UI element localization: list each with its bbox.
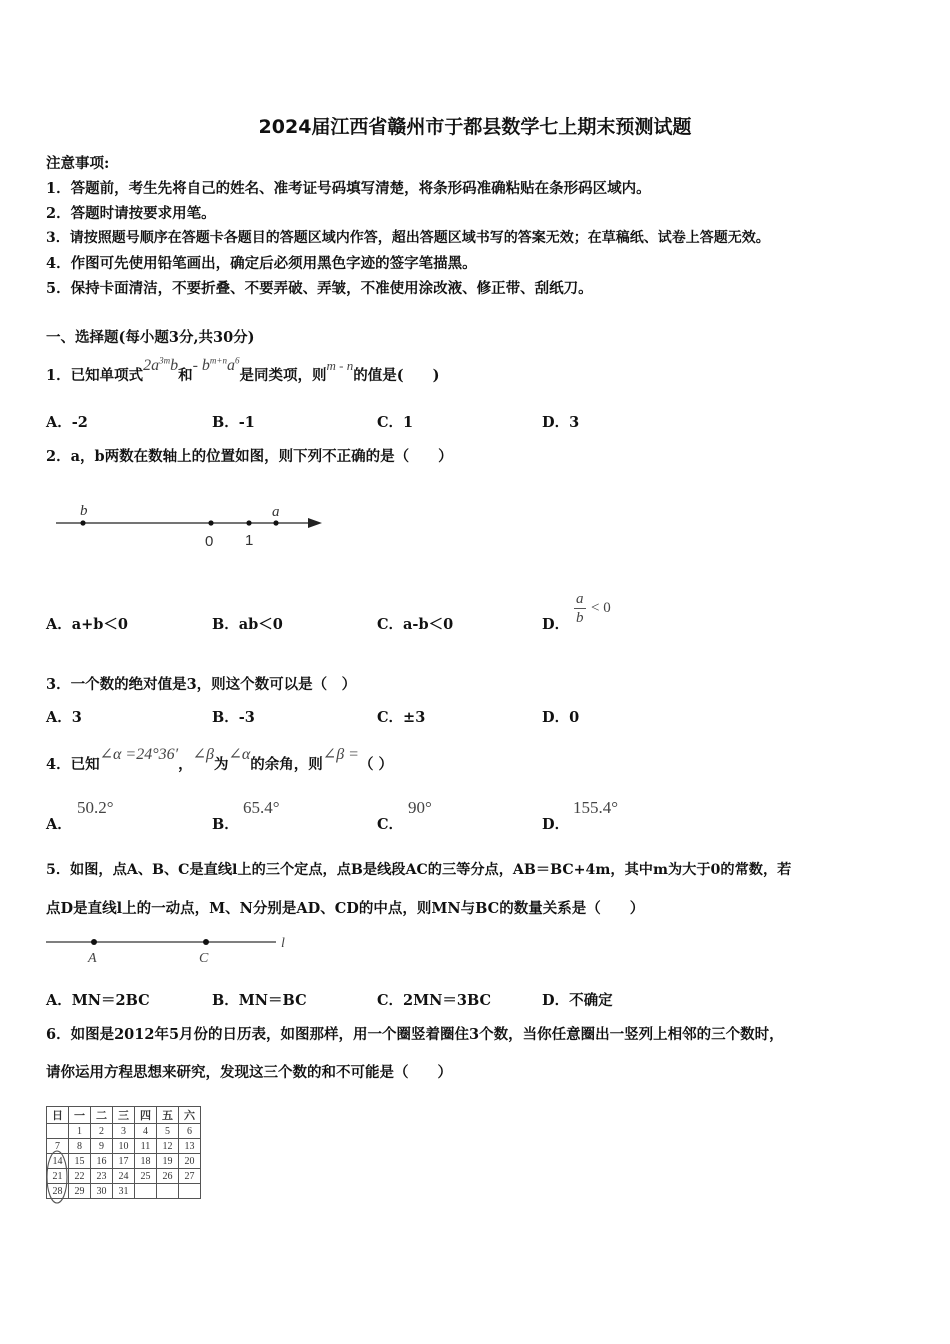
calendar-cell: 26: [157, 1169, 179, 1184]
point-a: [273, 520, 278, 525]
q6-stem-line1: 6．如图是2012年5月份的日历表，如图那样，用一个圈竖着圈住3个数，当你任意圈出一竖列上相邻的三个数时，: [46, 1026, 784, 1043]
q4-stem: 4．已知∠α =24°36′，∠β为∠α的余角，则∠β =（ ）: [46, 746, 394, 773]
q1-stem: 1．已知单项式$2a^{3m}b$和- $b^{m+n}a^6$是同类项，则m - n的值是( ): [46, 355, 440, 384]
q5-stem-line2: 点D是直线l上的一动点，M、N分别是AD、CD的中点，则MN与BC的数量关系是（ ）: [46, 900, 645, 917]
point-b: [80, 520, 85, 525]
point-a: [91, 939, 97, 945]
calendar-cell: 13: [179, 1139, 201, 1154]
label-one: 1: [245, 532, 254, 549]
calendar-cell: 30: [91, 1184, 113, 1199]
q2-option-a: A．a+b＜0: [46, 616, 129, 633]
calendar-header-cell: 一: [69, 1107, 91, 1124]
calendar-cell: 3: [113, 1124, 135, 1139]
calendar-cell: 21: [47, 1169, 69, 1184]
q3-option-c: C．±3: [377, 709, 426, 726]
calendar-row: [47, 1124, 201, 1139]
q3-option-b: B．-3: [212, 709, 255, 726]
calendar-cell: 29: [69, 1184, 91, 1199]
q5-option-c: C．2MN＝3BC: [377, 992, 492, 1009]
q2-fraction-tail: < 0: [591, 600, 611, 616]
calendar-header-row: [47, 1107, 201, 1124]
section-heading: 一、选择题(每小题3分,共30分): [46, 329, 255, 346]
label-c: C: [199, 951, 209, 966]
page-title: 2024届江西省赣州市于都县数学七上期末预测试题: [258, 116, 692, 138]
calendar-cell: 9: [91, 1139, 113, 1154]
calendar-header-cell: 日: [47, 1107, 69, 1124]
calendar-cell: [135, 1184, 157, 1199]
axis-arrow: [308, 518, 322, 528]
label-zero: 0: [205, 533, 214, 550]
q2-option-c: C．a-b＜0: [377, 616, 454, 633]
calendar-cell: 25: [135, 1169, 157, 1184]
calendar-header-cell: 三: [113, 1107, 135, 1124]
calendar-header-cell: 六: [179, 1107, 201, 1124]
q2-fraction: a b: [576, 591, 584, 626]
calendar-cell: 23: [91, 1169, 113, 1184]
q6-stem-line2: 请你运用方程思想来研究，发现这三个数的和不可能是（ ）: [46, 1064, 452, 1081]
q5-option-b: B．MN＝BC: [212, 992, 307, 1009]
calendar-cell: 7: [47, 1139, 69, 1154]
q1-option-a: A．-2: [46, 414, 88, 431]
q3-option-a: A．3: [46, 709, 82, 726]
q2-stem: 2．a，b两数在数轴上的位置如图，则下列不正确的是（ ）: [46, 448, 453, 465]
notice-item-3: 3．请按照题号顺序在答题卡各题目的答题区域内作答，超出答题区域书写的答案无效；在草稿纸、试卷上答题无效。: [46, 230, 770, 246]
q3-stem: 3．一个数的绝对值是3，则这个数可以是（ ）: [46, 676, 357, 693]
notice-item-5: 5．保持卡面清洁，不要折叠、不要弄破、弄皱，不准使用涂改液、修正带、刮纸刀。: [46, 280, 593, 297]
calendar-cell: 28: [47, 1184, 69, 1199]
q5-option-a: A．MN＝2BC: [46, 992, 150, 1009]
calendar-cell: 22: [69, 1169, 91, 1184]
q1-option-d: D．3: [542, 414, 580, 431]
calendar-circle-mark: [44, 1150, 72, 1206]
q2-option-d: D．: [542, 616, 570, 633]
q2-option-b: B．ab＜0: [212, 616, 283, 633]
calendar-cell: 2: [91, 1124, 113, 1139]
q4-value-a: 50.2°: [77, 798, 114, 817]
calendar-cell: 11: [135, 1139, 157, 1154]
point-zero: [208, 520, 213, 525]
q3-option-d: D．0: [542, 709, 580, 726]
q5-stem-line1: 5．如图，点A、B、C是直线l上的三个定点，点B是线段AC的三等分点，AB＝BC+4m，其中m为大于0的常数，若: [46, 862, 792, 878]
notice-item-2: 2．答题时请按要求用笔。: [46, 205, 216, 222]
q1-option-c: C．1: [377, 414, 414, 431]
calendar-cell: 10: [113, 1139, 135, 1154]
point-one: [246, 520, 251, 525]
calendar-cell: [47, 1124, 69, 1139]
calendar-header-cell: 四: [135, 1107, 157, 1124]
calendar-cell: 15: [69, 1154, 91, 1169]
label-l: l: [281, 936, 285, 951]
calendar-header-cell: 五: [157, 1107, 179, 1124]
calendar-cell: 12: [157, 1139, 179, 1154]
calendar-cell: [179, 1184, 201, 1199]
calendar-header-cell: 二: [91, 1107, 113, 1124]
calendar-cell: 8: [69, 1139, 91, 1154]
q4-option-c: C．: [377, 816, 404, 833]
calendar-cell: 1: [69, 1124, 91, 1139]
calendar-cell: 31: [113, 1184, 135, 1199]
calendar-cell: 17: [113, 1154, 135, 1169]
calendar-cell: 24: [113, 1169, 135, 1184]
q4-value-c: 90°: [408, 798, 432, 817]
calendar-cell: 5: [157, 1124, 179, 1139]
calendar-cell: 14: [47, 1154, 69, 1169]
notice-heading: 注意事项:: [46, 155, 110, 172]
calendar-cell: 27: [179, 1169, 201, 1184]
q5-line-figure: [44, 930, 304, 970]
label-b: b: [80, 503, 88, 519]
q2-number-line: [50, 498, 330, 553]
q4-option-d: D．: [542, 816, 570, 833]
calendar-cell: 6: [179, 1124, 201, 1139]
calendar-cell: 19: [157, 1154, 179, 1169]
q4-value-b: 65.4°: [243, 798, 280, 817]
calendar-cell: 18: [135, 1154, 157, 1169]
notice-item-4: 4．作图可先使用铅笔画出，确定后必须用黑色字迹的签字笔描黑。: [46, 255, 477, 272]
label-a: a: [272, 504, 280, 520]
q4-value-d: 155.4°: [573, 798, 619, 817]
q5-option-d: D．不确定: [542, 992, 613, 1009]
q4-option-b: B．: [212, 816, 239, 833]
label-a: A: [88, 951, 97, 966]
notice-item-1: 1．答题前，考生先将自己的姓名、准考证号码填写清楚，将条形码准确粘贴在条形码区域内。: [46, 180, 651, 197]
calendar-cell: 16: [91, 1154, 113, 1169]
calendar-cell: [157, 1184, 179, 1199]
calendar-cell: 20: [179, 1154, 201, 1169]
point-c: [203, 939, 209, 945]
q4-option-a: A．: [46, 816, 72, 833]
calendar-cell: 4: [135, 1124, 157, 1139]
q1-option-b: B．-1: [212, 414, 255, 431]
